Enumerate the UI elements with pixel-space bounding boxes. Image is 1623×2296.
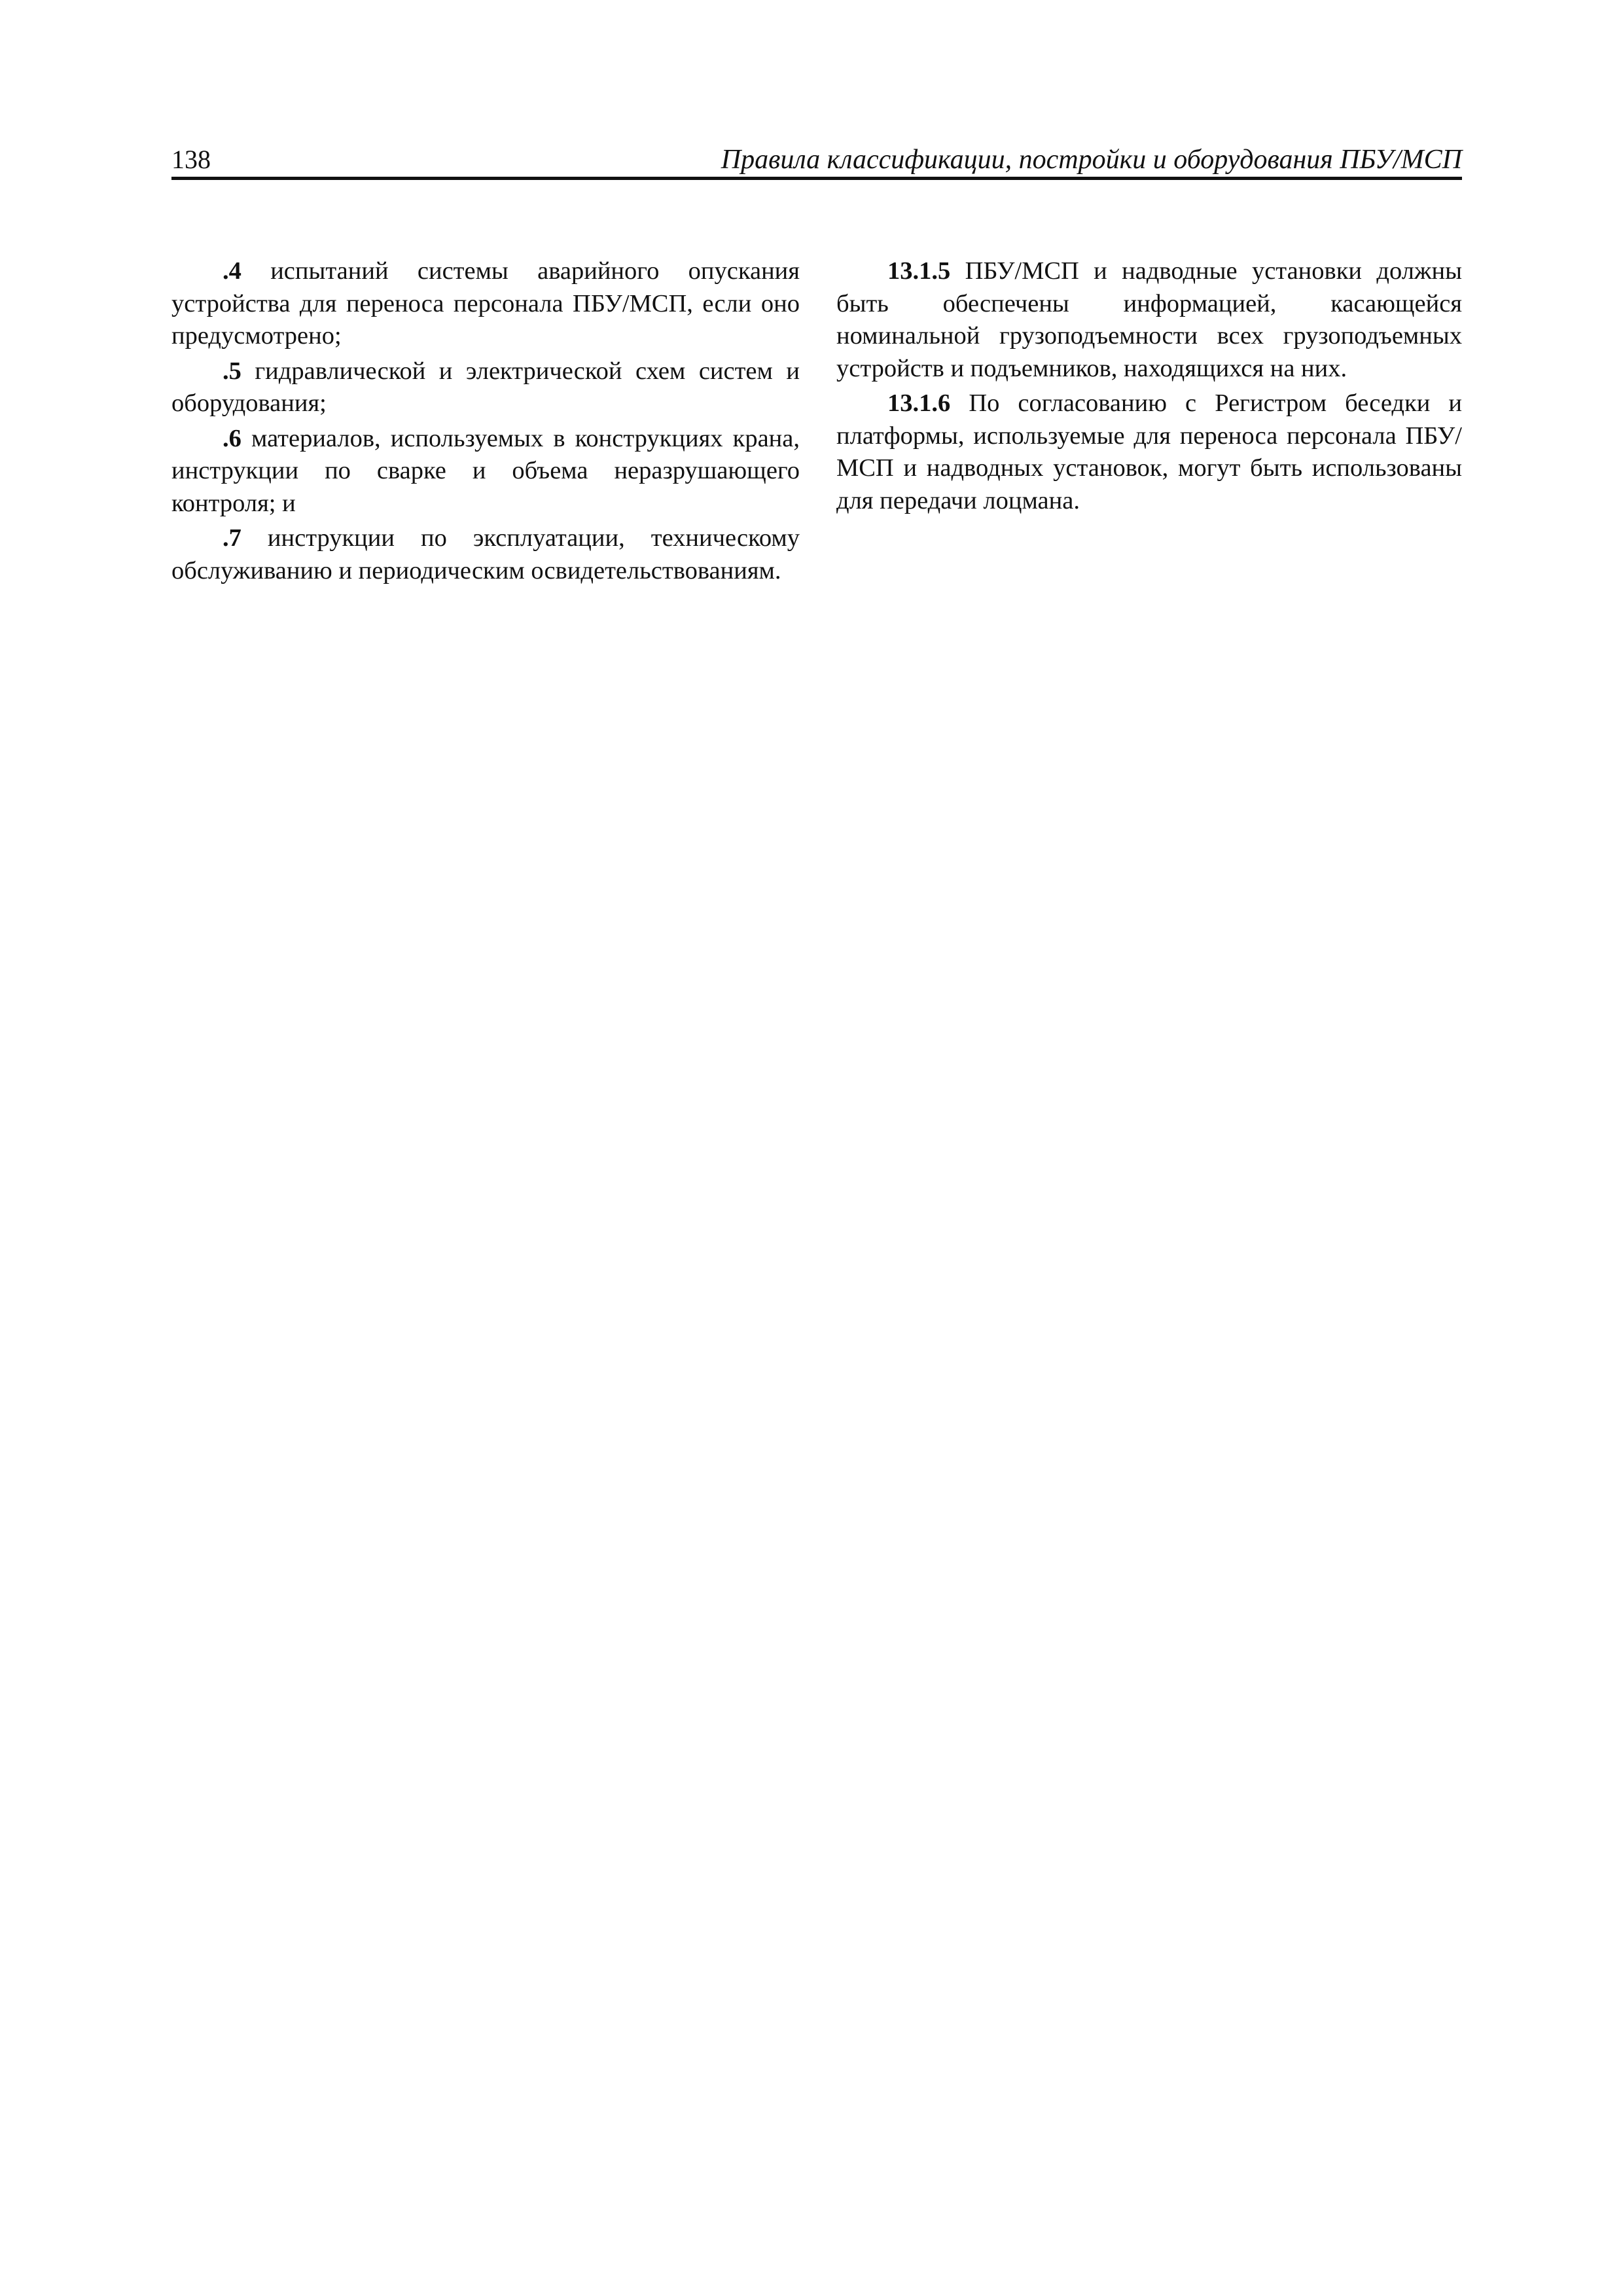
item-text: гидравлической и электрической схем систем и оборудования; xyxy=(171,357,800,417)
item-number: .5 xyxy=(223,357,241,385)
item-text: материалов, используемых в конструкциях крана, инструкции по сварке и объема неразрушающего контроля; и xyxy=(171,424,800,517)
section-number: 13.1.6 xyxy=(887,389,951,417)
page-header xyxy=(171,136,1462,182)
item-number: .7 xyxy=(223,524,241,552)
list-item xyxy=(171,423,800,520)
item-text: испытаний системы аварийного опускания устройства для переноса персонала ПБУ/МСП, если оно предусмотрено; xyxy=(171,257,800,350)
item-number: .4 xyxy=(223,257,241,285)
list-item xyxy=(171,255,800,353)
section-paragraph xyxy=(836,387,1462,517)
running-title: Правила классификации, постройки и оборудования ПБУ/МСП xyxy=(721,145,1462,175)
section-text: ПБУ/МСП и надводные установки должны быть обеспечены информацией, касающейся номинальной грузоподъемности всех грузоподъемных устройств и подъемников, находящихся на них. xyxy=(836,257,1462,382)
left-column xyxy=(171,255,800,590)
list-item xyxy=(171,355,800,420)
right-column xyxy=(836,255,1462,520)
page-number: 138 xyxy=(171,145,211,174)
header-rule xyxy=(171,177,1462,180)
section-text: По согласованию с Регистром беседки и платформы, используемые для переноса персонала ПБУ/МСП и надводных установок, могут быть использованы для передачи лоцмана. xyxy=(836,389,1462,514)
section-number: 13.1.5 xyxy=(887,257,951,285)
item-text: инструкции по эксплуатации, техническому обслуживанию и периодическим освидетельствованиям. xyxy=(171,524,800,584)
section-paragraph xyxy=(836,255,1462,385)
list-item xyxy=(171,522,800,587)
item-number: .6 xyxy=(223,424,241,452)
